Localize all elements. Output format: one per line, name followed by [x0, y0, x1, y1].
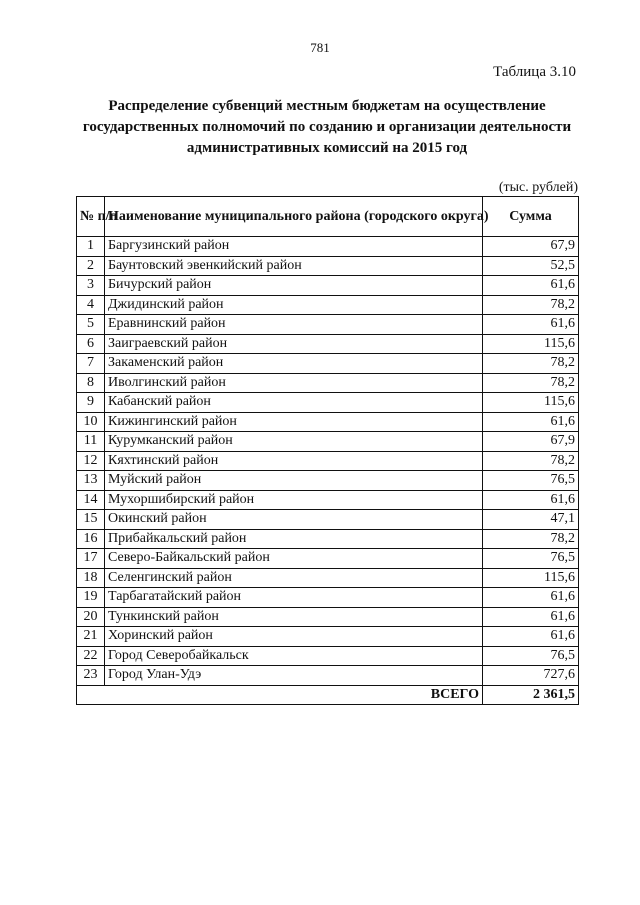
row-number: 1: [77, 237, 105, 257]
row-district-name: Баргузинский район: [105, 237, 483, 257]
row-number: 12: [77, 451, 105, 471]
total-label: ВСЕГО: [77, 685, 483, 705]
row-district-name: Муйский район: [105, 471, 483, 491]
row-number: 13: [77, 471, 105, 491]
row-district-name: Кяхтинский район: [105, 451, 483, 471]
row-district-name: Северо-Байкальский район: [105, 549, 483, 569]
row-amount: 76,5: [483, 646, 579, 666]
table-row: [77, 451, 579, 471]
row-amount: 47,1: [483, 510, 579, 530]
row-district-name: Хоринский район: [105, 627, 483, 647]
row-amount: 727,6: [483, 666, 579, 686]
row-number: 2: [77, 256, 105, 276]
row-district-name: Тункинский район: [105, 607, 483, 627]
table-row: [77, 627, 579, 647]
row-amount: 67,9: [483, 432, 579, 452]
table-row: [77, 354, 579, 374]
row-number: 22: [77, 646, 105, 666]
row-number: 9: [77, 393, 105, 413]
row-number: 23: [77, 666, 105, 686]
table-row: [77, 237, 579, 257]
row-amount: 61,6: [483, 490, 579, 510]
row-amount: 67,9: [483, 237, 579, 257]
row-amount: 78,2: [483, 354, 579, 374]
row-number: 10: [77, 412, 105, 432]
row-number: 5: [77, 315, 105, 335]
table-row: [77, 393, 579, 413]
table-row: [77, 412, 579, 432]
row-amount: 61,6: [483, 276, 579, 296]
row-amount: 61,6: [483, 412, 579, 432]
header-district-name: Наименование муниципального района (городского округа): [105, 197, 483, 237]
row-district-name: Кабанский район: [105, 393, 483, 413]
row-amount: 61,6: [483, 627, 579, 647]
row-district-name: Закаменский район: [105, 354, 483, 374]
table-row: [77, 666, 579, 686]
total-row: [77, 685, 579, 705]
table-row: [77, 256, 579, 276]
row-amount: 61,6: [483, 588, 579, 608]
row-district-name: Кижингинский район: [105, 412, 483, 432]
row-district-name: Город Северобайкальск: [105, 646, 483, 666]
table-row: [77, 549, 579, 569]
row-amount: 78,2: [483, 529, 579, 549]
row-district-name: Еравнинский район: [105, 315, 483, 335]
row-number: 18: [77, 568, 105, 588]
row-amount: 52,5: [483, 256, 579, 276]
row-district-name: Баунтовский эвенкийский район: [105, 256, 483, 276]
table-row: [77, 295, 579, 315]
table-row: [77, 588, 579, 608]
row-amount: 78,2: [483, 373, 579, 393]
table-row: [77, 529, 579, 549]
row-number: 17: [77, 549, 105, 569]
table-label: Таблица 3.10: [493, 64, 576, 80]
table-row: [77, 471, 579, 491]
table-row: [77, 276, 579, 296]
row-amount: 76,5: [483, 549, 579, 569]
row-number: 20: [77, 607, 105, 627]
row-number: 4: [77, 295, 105, 315]
row-amount: 61,6: [483, 315, 579, 335]
row-number: 14: [77, 490, 105, 510]
row-number: 19: [77, 588, 105, 608]
row-number: 6: [77, 334, 105, 354]
row-district-name: Мухоршибирский район: [105, 490, 483, 510]
table-row: [77, 607, 579, 627]
row-district-name: Курумканский район: [105, 432, 483, 452]
table-row: [77, 568, 579, 588]
table-row: [77, 432, 579, 452]
subvention-table: [76, 196, 579, 705]
header-amount: Сумма: [483, 197, 579, 237]
row-number: 21: [77, 627, 105, 647]
table-row: [77, 334, 579, 354]
units-note: (тыс. рублей): [498, 180, 578, 195]
row-number: 3: [77, 276, 105, 296]
row-amount: 78,2: [483, 295, 579, 315]
table-row: [77, 510, 579, 530]
row-district-name: Заиграевский район: [105, 334, 483, 354]
table-row: [77, 373, 579, 393]
row-amount: 61,6: [483, 607, 579, 627]
document-title: Распределение субвенций местным бюджетам на осуществление государственных полномочий по созданию и организации деятельности административных комиссий на 2015 год: [82, 98, 572, 156]
row-amount: 115,6: [483, 334, 579, 354]
row-district-name: Тарбагатайский район: [105, 588, 483, 608]
row-amount: 115,6: [483, 568, 579, 588]
row-number: 16: [77, 529, 105, 549]
row-district-name: Бичурский район: [105, 276, 483, 296]
page-number: 781: [310, 40, 330, 55]
table-row: [77, 646, 579, 666]
row-district-name: Город Улан-Удэ: [105, 666, 483, 686]
table-body: [77, 237, 579, 686]
row-district-name: Джидинский район: [105, 295, 483, 315]
row-district-name: Окинский район: [105, 510, 483, 530]
row-number: 11: [77, 432, 105, 452]
row-district-name: Селенгинский район: [105, 568, 483, 588]
row-number: 15: [77, 510, 105, 530]
table-header-row: [77, 197, 579, 237]
header-number: № п/п: [77, 197, 105, 237]
row-number: 7: [77, 354, 105, 374]
table-row: [77, 315, 579, 335]
row-amount: 76,5: [483, 471, 579, 491]
row-amount: 115,6: [483, 393, 579, 413]
total-amount: 2 361,5: [483, 685, 579, 705]
row-amount: 78,2: [483, 451, 579, 471]
row-number: 8: [77, 373, 105, 393]
row-district-name: Прибайкальский район: [105, 529, 483, 549]
row-district-name: Иволгинский район: [105, 373, 483, 393]
table-row: [77, 490, 579, 510]
